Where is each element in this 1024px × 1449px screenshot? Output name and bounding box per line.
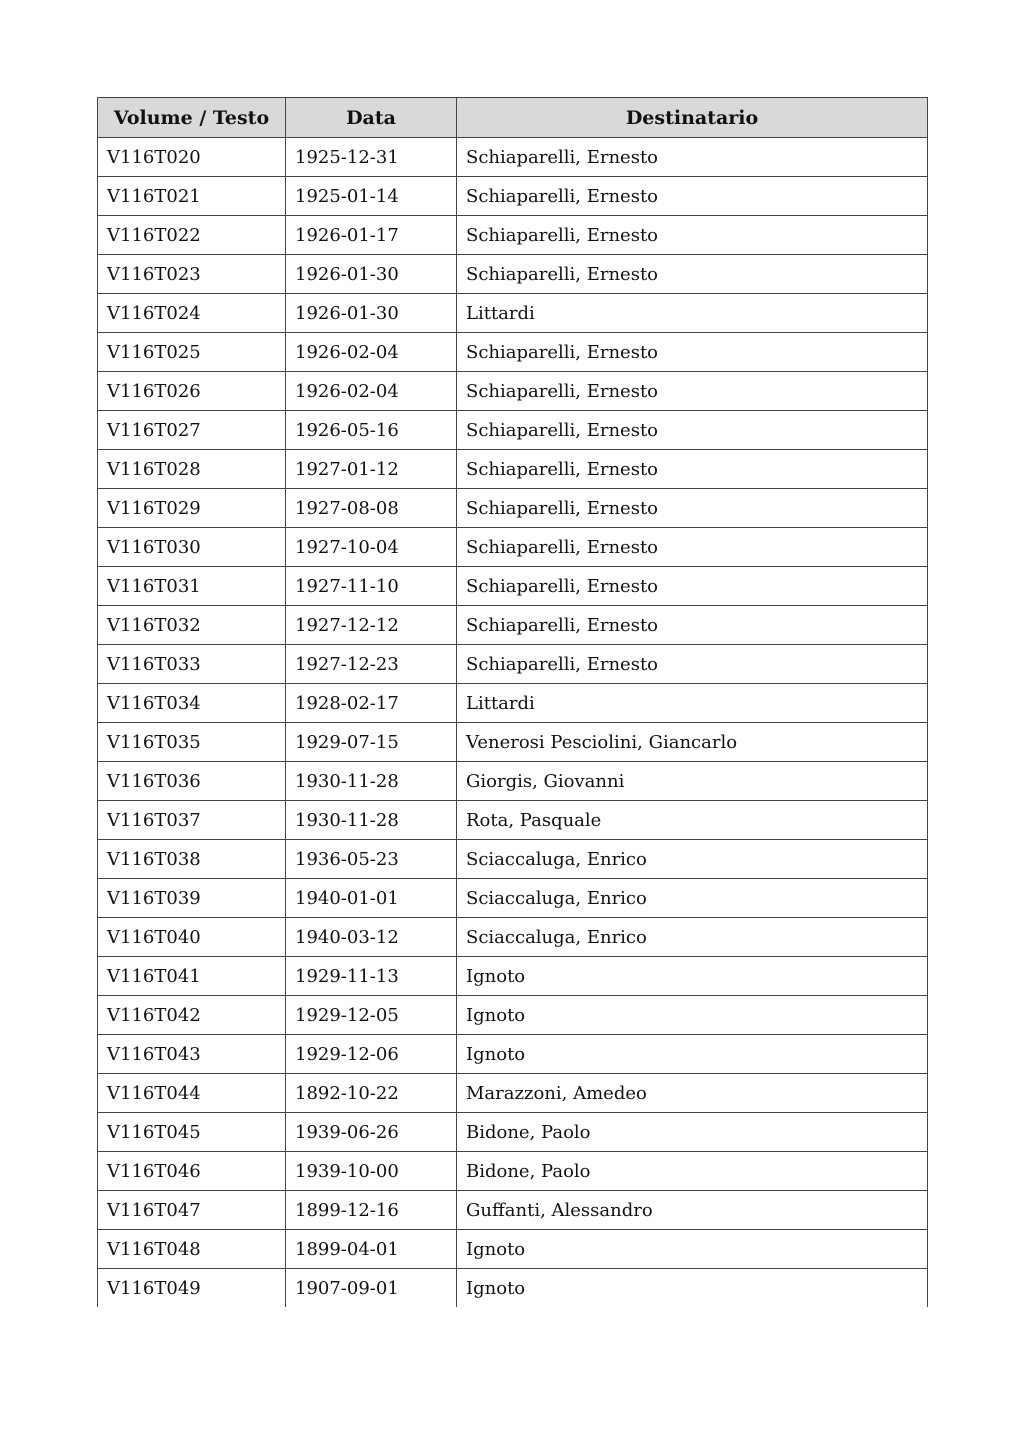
table-row — [98, 255, 928, 294]
cell-volume-testo: V116T044 — [98, 1074, 286, 1113]
cell-destinatario: Schiaparelli, Ernesto — [457, 567, 928, 606]
cell-data: 1940-03-12 — [286, 918, 457, 957]
cell-destinatario: Littardi — [457, 294, 928, 333]
cell-data: 1927-12-23 — [286, 645, 457, 684]
table-row — [98, 1230, 928, 1269]
cell-destinatario: Ignoto — [457, 996, 928, 1035]
cell-volume-testo: V116T041 — [98, 957, 286, 996]
cell-volume-testo: V116T024 — [98, 294, 286, 333]
cell-data: 1925-01-14 — [286, 177, 457, 216]
cell-destinatario: Schiaparelli, Ernesto — [457, 411, 928, 450]
cell-volume-testo: V116T026 — [98, 372, 286, 411]
table-row — [98, 723, 928, 762]
table-row — [98, 879, 928, 918]
table-row — [98, 450, 928, 489]
table-row — [98, 918, 928, 957]
table-row — [98, 411, 928, 450]
cell-data: 1926-02-04 — [286, 372, 457, 411]
cell-destinatario: Schiaparelli, Ernesto — [457, 216, 928, 255]
cell-data: 1939-10-00 — [286, 1152, 457, 1191]
table-row — [98, 333, 928, 372]
cell-destinatario: Guffanti, Alessandro — [457, 1191, 928, 1230]
cell-destinatario: Schiaparelli, Ernesto — [457, 606, 928, 645]
cell-data: 1930-11-28 — [286, 801, 457, 840]
cell-data: 1925-12-31 — [286, 138, 457, 177]
cell-data: 1927-10-04 — [286, 528, 457, 567]
table-row — [98, 1269, 928, 1308]
table-row — [98, 1113, 928, 1152]
table-row — [98, 372, 928, 411]
cell-volume-testo: V116T039 — [98, 879, 286, 918]
table-row — [98, 840, 928, 879]
cell-volume-testo: V116T043 — [98, 1035, 286, 1074]
cell-volume-testo: V116T022 — [98, 216, 286, 255]
cell-volume-testo: V116T045 — [98, 1113, 286, 1152]
cell-volume-testo: V116T047 — [98, 1191, 286, 1230]
table-row — [98, 1035, 928, 1074]
cell-destinatario: Schiaparelli, Ernesto — [457, 255, 928, 294]
cell-volume-testo: V116T036 — [98, 762, 286, 801]
table-row — [98, 138, 928, 177]
cell-data: 1927-11-10 — [286, 567, 457, 606]
cell-destinatario: Venerosi Pesciolini, Giancarlo — [457, 723, 928, 762]
table-header — [98, 98, 928, 138]
cell-destinatario: Bidone, Paolo — [457, 1152, 928, 1191]
cell-data: 1892-10-22 — [286, 1074, 457, 1113]
cell-data: 1927-01-12 — [286, 450, 457, 489]
table-row — [98, 567, 928, 606]
table-row — [98, 606, 928, 645]
table-row — [98, 645, 928, 684]
table-row — [98, 762, 928, 801]
table-row — [98, 177, 928, 216]
cell-data: 1929-07-15 — [286, 723, 457, 762]
table-row — [98, 294, 928, 333]
cell-destinatario: Sciaccaluga, Enrico — [457, 840, 928, 879]
cell-destinatario: Sciaccaluga, Enrico — [457, 879, 928, 918]
cell-destinatario: Schiaparelli, Ernesto — [457, 450, 928, 489]
cell-data: 1926-01-30 — [286, 294, 457, 333]
cell-destinatario: Ignoto — [457, 1230, 928, 1269]
cell-volume-testo: V116T023 — [98, 255, 286, 294]
table-row — [98, 1152, 928, 1191]
cell-volume-testo: V116T035 — [98, 723, 286, 762]
cell-volume-testo: V116T048 — [98, 1230, 286, 1269]
table-row — [98, 216, 928, 255]
cell-data: 1926-02-04 — [286, 333, 457, 372]
cell-volume-testo: V116T030 — [98, 528, 286, 567]
cell-data: 1926-01-30 — [286, 255, 457, 294]
table-row — [98, 489, 928, 528]
cell-destinatario: Schiaparelli, Ernesto — [457, 372, 928, 411]
table-row — [98, 996, 928, 1035]
cell-destinatario: Schiaparelli, Ernesto — [457, 177, 928, 216]
cell-destinatario: Ignoto — [457, 1269, 928, 1308]
cell-destinatario: Rota, Pasquale — [457, 801, 928, 840]
cell-volume-testo: V116T020 — [98, 138, 286, 177]
cell-volume-testo: V116T049 — [98, 1269, 286, 1308]
cell-destinatario: Schiaparelli, Ernesto — [457, 138, 928, 177]
cell-data: 1899-12-16 — [286, 1191, 457, 1230]
cell-destinatario: Schiaparelli, Ernesto — [457, 528, 928, 567]
table-row — [98, 957, 928, 996]
cell-destinatario: Marazzoni, Amedeo — [457, 1074, 928, 1113]
cell-data: 1899-04-01 — [286, 1230, 457, 1269]
cell-data: 1926-01-17 — [286, 216, 457, 255]
cell-volume-testo: V116T029 — [98, 489, 286, 528]
cell-data: 1929-11-13 — [286, 957, 457, 996]
cell-destinatario: Schiaparelli, Ernesto — [457, 489, 928, 528]
header-row — [98, 98, 928, 138]
cell-volume-testo: V116T027 — [98, 411, 286, 450]
header-destinatario: Destinatario — [457, 98, 928, 138]
cell-data: 1926-05-16 — [286, 411, 457, 450]
table-row — [98, 801, 928, 840]
cell-data: 1927-12-12 — [286, 606, 457, 645]
cell-data: 1929-12-05 — [286, 996, 457, 1035]
cell-volume-testo: V116T025 — [98, 333, 286, 372]
cell-data: 1930-11-28 — [286, 762, 457, 801]
register-table — [97, 97, 928, 1307]
cell-volume-testo: V116T042 — [98, 996, 286, 1035]
cell-destinatario: Schiaparelli, Ernesto — [457, 645, 928, 684]
cell-volume-testo: V116T021 — [98, 177, 286, 216]
cell-destinatario: Ignoto — [457, 957, 928, 996]
cell-volume-testo: V116T031 — [98, 567, 286, 606]
cell-destinatario: Schiaparelli, Ernesto — [457, 333, 928, 372]
header-data: Data — [286, 98, 457, 138]
cell-volume-testo: V116T032 — [98, 606, 286, 645]
cell-data: 1936-05-23 — [286, 840, 457, 879]
table-body — [98, 138, 928, 1308]
cell-data: 1939-06-26 — [286, 1113, 457, 1152]
cell-volume-testo: V116T040 — [98, 918, 286, 957]
table-row — [98, 684, 928, 723]
cell-destinatario: Bidone, Paolo — [457, 1113, 928, 1152]
cell-destinatario: Sciaccaluga, Enrico — [457, 918, 928, 957]
cell-data: 1927-08-08 — [286, 489, 457, 528]
cell-destinatario: Ignoto — [457, 1035, 928, 1074]
cell-destinatario: Littardi — [457, 684, 928, 723]
cell-volume-testo: V116T028 — [98, 450, 286, 489]
cell-volume-testo: V116T034 — [98, 684, 286, 723]
cell-volume-testo: V116T038 — [98, 840, 286, 879]
header-volume-testo: Volume / Testo — [98, 98, 286, 138]
cell-destinatario: Giorgis, Giovanni — [457, 762, 928, 801]
cell-volume-testo: V116T033 — [98, 645, 286, 684]
cell-data: 1907-09-01 — [286, 1269, 457, 1308]
cell-data: 1928-02-17 — [286, 684, 457, 723]
cell-data: 1929-12-06 — [286, 1035, 457, 1074]
table-row — [98, 1191, 928, 1230]
table-row — [98, 528, 928, 567]
cell-volume-testo: V116T046 — [98, 1152, 286, 1191]
cell-data: 1940-01-01 — [286, 879, 457, 918]
table-row — [98, 1074, 928, 1113]
cell-volume-testo: V116T037 — [98, 801, 286, 840]
